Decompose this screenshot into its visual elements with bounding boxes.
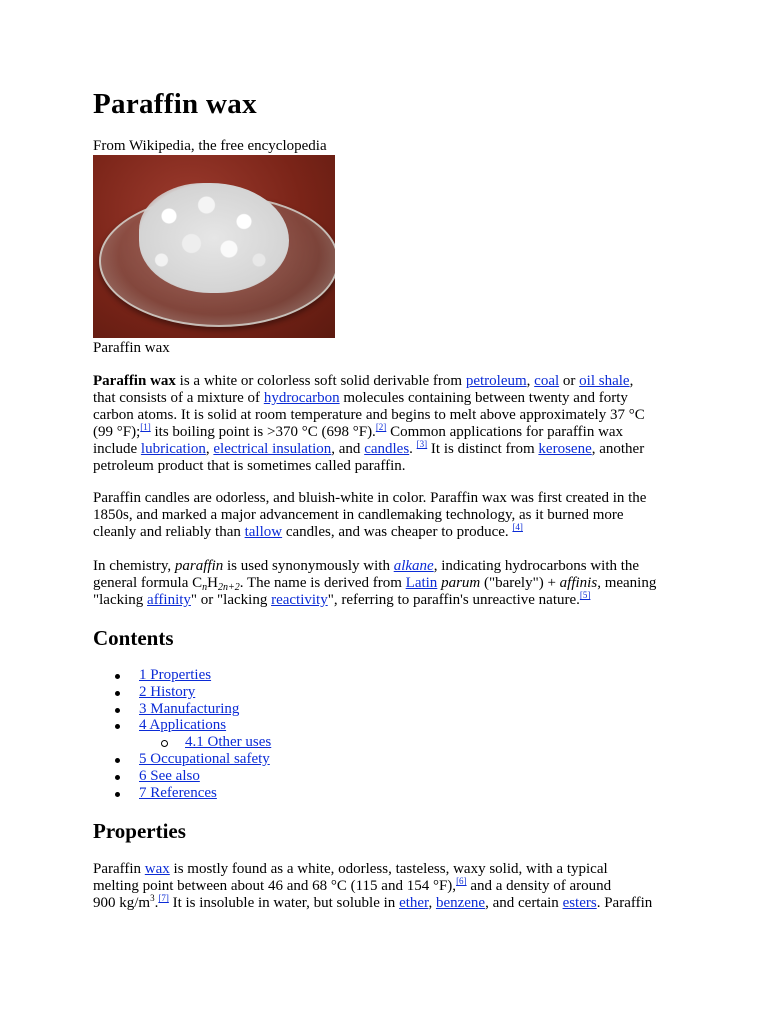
toc-link[interactable]: 4 Applications — [139, 717, 227, 734]
link-oil-shale[interactable]: oil shale — [579, 373, 630, 389]
ref-4[interactable]: [4] — [512, 522, 523, 532]
text: its boiling point is >370 °C (698 °F). — [150, 424, 376, 440]
link-electrical-insulation[interactable]: electrical insulation — [213, 441, 332, 457]
link-wax[interactable]: wax — [144, 861, 170, 877]
text: and a density of around — [466, 878, 612, 894]
text: that consists of a mixture of — [93, 390, 264, 406]
image-caption: Paraffin wax — [93, 340, 170, 356]
text: molecules containing between twenty and forty — [339, 390, 628, 406]
ref-2[interactable]: [2] — [375, 422, 387, 432]
toc-link[interactable]: 5 Occupational safety — [139, 750, 270, 767]
bullet-icon — [115, 691, 120, 696]
text: Paraffin candles are odorless, and bluish-white in color. Paraffin wax was first created in the — [93, 490, 647, 506]
ref-6[interactable]: [6] — [456, 876, 467, 886]
text: , — [205, 441, 214, 457]
text: . The name is derived from — [239, 575, 406, 591]
subscript: 2n+2 — [217, 582, 240, 593]
text: . — [409, 441, 417, 457]
ref-1[interactable]: [1] — [140, 422, 151, 432]
text: include — [93, 441, 141, 457]
intro-paragraph — [93, 373, 693, 475]
bullet-icon — [115, 775, 120, 780]
text: Paraffin — [93, 861, 145, 877]
bold-term: Paraffin wax — [93, 373, 176, 389]
bullet-icon — [115, 758, 120, 763]
text: , and certain — [485, 895, 563, 911]
link-hydrocarbon[interactable]: hydrocarbon — [263, 390, 340, 406]
text: , — [526, 373, 535, 389]
text: H — [207, 575, 218, 591]
italic-term: parum — [441, 575, 481, 591]
italic-term: affinis — [559, 575, 598, 591]
toc-link[interactable]: 3 Manufacturing — [139, 700, 240, 717]
text: , indicating hydrocarbons with the — [433, 558, 640, 574]
link-esters[interactable]: esters — [562, 895, 597, 911]
link-latin[interactable]: Latin — [405, 575, 438, 591]
link-alkane[interactable] — [394, 558, 434, 574]
chemistry-paragraph — [93, 558, 693, 609]
text: general formula C — [93, 575, 203, 591]
text: Common applications for paraffin wax — [386, 424, 624, 440]
text: . Paraffin — [596, 895, 653, 911]
text: is used synonymously with — [223, 558, 394, 574]
text: is mostly found as a white, odorless, tasteless, waxy solid, with a typical — [169, 861, 608, 877]
text: 1850s, and marked a major advancement in candlemaking technology, as it burned more — [93, 507, 624, 523]
text: (99 °F); — [93, 424, 141, 440]
text: carbon atoms. It is solid at room temperature and begins to melt above approximately 37 °C — [93, 407, 645, 423]
text: " or "lacking — [190, 592, 272, 608]
properties-heading: Properties — [93, 819, 186, 843]
properties-paragraph — [93, 861, 693, 912]
wax-pellets — [139, 183, 289, 293]
toc-link[interactable]: 6 See also — [139, 767, 200, 784]
link-text: alkane — [393, 558, 434, 574]
link-petroleum[interactable]: petroleum — [465, 373, 527, 389]
site-tagline: From Wikipedia, the free encyclopedia — [93, 138, 327, 154]
text: cleanly and reliably than — [93, 524, 245, 540]
link-tallow[interactable]: tallow — [244, 524, 283, 540]
text: 900 kg/m — [93, 895, 151, 911]
circle-bullet-icon — [161, 740, 168, 747]
subscript: n — [202, 582, 208, 593]
link-kerosene[interactable]: kerosene — [538, 441, 592, 457]
text: , another — [591, 441, 645, 457]
text: It is distinct from — [427, 441, 539, 457]
toc-item — [93, 768, 493, 785]
toc-item — [93, 785, 493, 802]
toc-item — [93, 667, 493, 684]
link-lubrication[interactable]: lubrication — [140, 441, 206, 457]
text: is a white or colorless soft solid derivable from — [175, 373, 466, 389]
toc-item — [93, 701, 493, 718]
link-benzene[interactable]: benzene — [435, 895, 486, 911]
text: melting point between about 46 and 68 °C (115 and 154 °F), — [93, 878, 457, 894]
italic-term: paraffin — [174, 558, 224, 574]
paraffin-wax-image[interactable] — [93, 155, 335, 338]
text: . — [154, 895, 159, 911]
toc-link[interactable]: 7 References — [139, 784, 217, 801]
text: It is insoluble in water, but soluble in — [168, 895, 400, 911]
toc-item — [93, 734, 493, 751]
text: petroleum product that is sometimes called paraffin. — [93, 458, 406, 474]
ref-7[interactable]: [7] — [158, 893, 169, 903]
text: , — [629, 373, 634, 389]
bullet-icon — [115, 674, 120, 679]
contents-heading: Contents — [93, 626, 174, 650]
ref-5[interactable]: [5] — [579, 590, 591, 600]
link-candles[interactable]: candles — [364, 441, 410, 457]
text: candles, and was cheaper to produce. — [282, 524, 513, 540]
table-of-contents — [93, 667, 493, 801]
toc-item — [93, 684, 493, 701]
text: or — [559, 373, 580, 389]
toc-link[interactable]: 4.1 Other uses — [185, 734, 272, 751]
toc-item — [93, 717, 493, 734]
candles-paragraph — [93, 490, 693, 541]
text: ("barely") + — [480, 575, 560, 591]
bullet-icon — [115, 724, 120, 729]
toc-item — [93, 751, 493, 768]
toc-link[interactable]: 2 History — [139, 683, 196, 700]
toc-link[interactable]: 1 Properties — [139, 667, 212, 683]
text: , and — [331, 441, 365, 457]
link-affinity[interactable]: affinity — [147, 592, 191, 608]
superscript: 3 — [150, 893, 155, 903]
text: "lacking — [93, 592, 148, 608]
bullet-icon — [115, 708, 120, 713]
text: ", referring to paraffin's unreactive nature. — [327, 592, 580, 608]
page-title: Paraffin wax — [93, 88, 257, 120]
text: , — [428, 895, 436, 911]
link-reactivity[interactable]: reactivity — [271, 592, 328, 608]
text: , meaning — [597, 575, 657, 591]
bullet-icon — [115, 792, 120, 797]
link-coal[interactable]: coal — [534, 373, 560, 389]
text: In chemistry, — [93, 558, 175, 574]
link-ether[interactable]: ether — [399, 895, 429, 911]
ref-3[interactable]: [3] — [416, 439, 428, 449]
